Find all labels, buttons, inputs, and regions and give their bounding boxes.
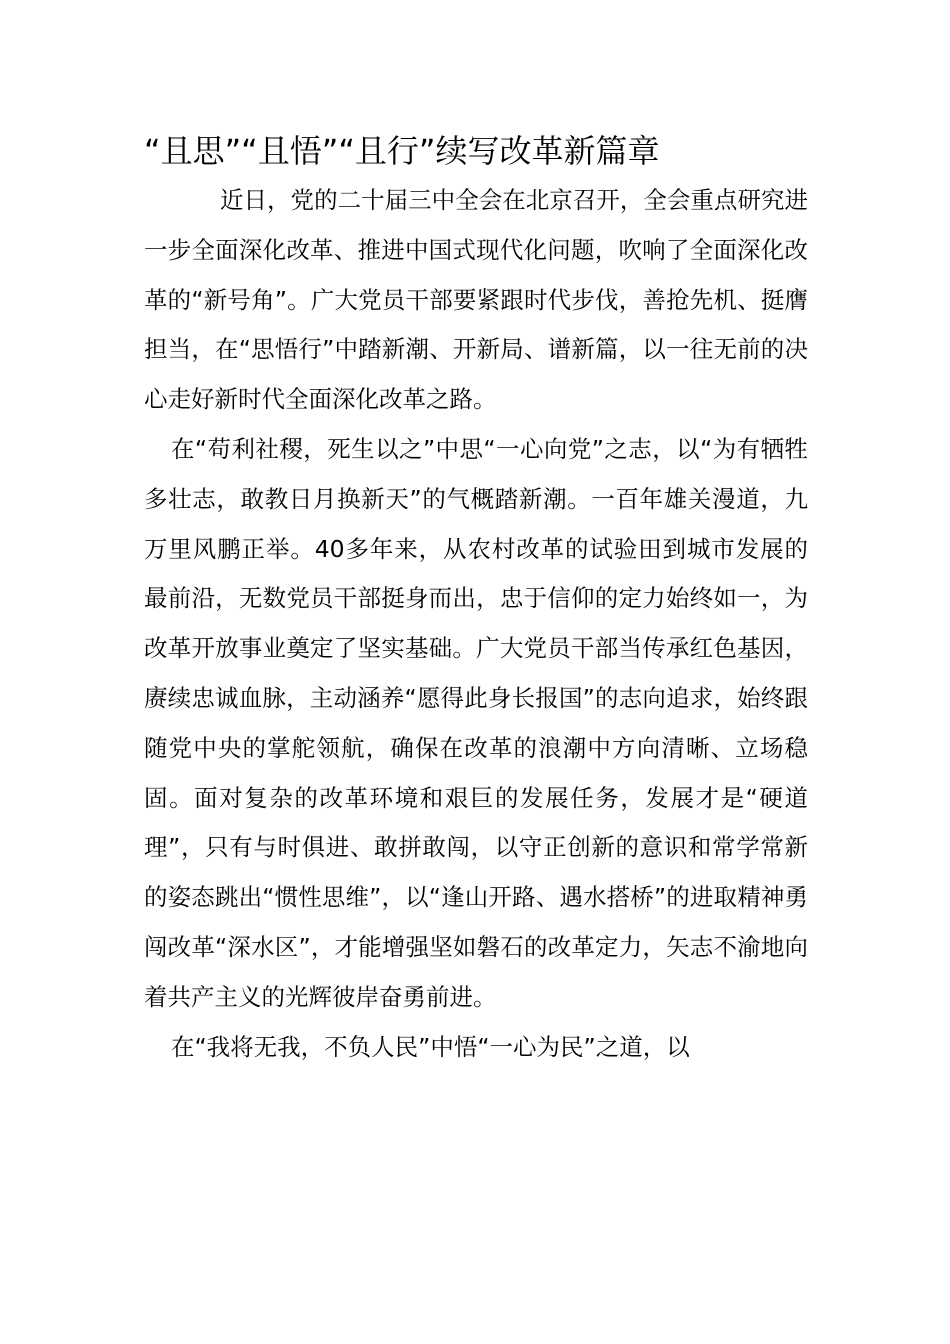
paragraph-think: 在“苟利社稷，死生以之”中思“一心向党”之志，以“为有牺牲多壮志，敢教日月换新天”的气概踏新潮。一百年雄关漫道，九万里风鹏正举。40多年来，从农村改革的试验田到城市发展的最前沿，无数党员干部挺身而出，忠于信仰的定力始终如一，为改革开放事业奠定了坚实基础。广大党员干部当传承红色基因，赓续忠诚血脉，主动涵养“愿得此身长报国”的志向追求，始终跟随党中央的掌舵领航，确保在改革的浪潮中方向清晰、立场稳固。面对复杂的改革环境和艰巨的发展任务，发展才是“硬道理”，只有与时俱进、敢拼敢闯，以守正创新的意识和常学常新的姿态跳出“惯性思维”，以“逢山开路、遇水搭桥”的进取精神勇闯改革“深水区”，才能增强坚如磐石的改革定力，矢志不渝地向着共产主义的光辉彼岸奋勇前进。 <box>144 434 808 1011</box>
document-body <box>144 176 808 1072</box>
paragraph-intro: 近日，党的二十届三中全会在北京召开，全会重点研究进一步全面深化改革、推进中国式现代化问题，吹响了全面深化改革的“新号角”。广大党员干部要紧跟时代步伐，善抢先机、挺膺担当，在“思悟行”中踏新潮、开新局、谱新篇，以一往无前的决心走好新时代全面深化改革之路。 <box>144 186 808 414</box>
paragraph-understand: 在“我将无我，不负人民”中悟“一心为民”之道，以 <box>171 1032 690 1061</box>
document-title: “且思”“且悟”“且行”续写改革新篇章 <box>144 132 660 170</box>
